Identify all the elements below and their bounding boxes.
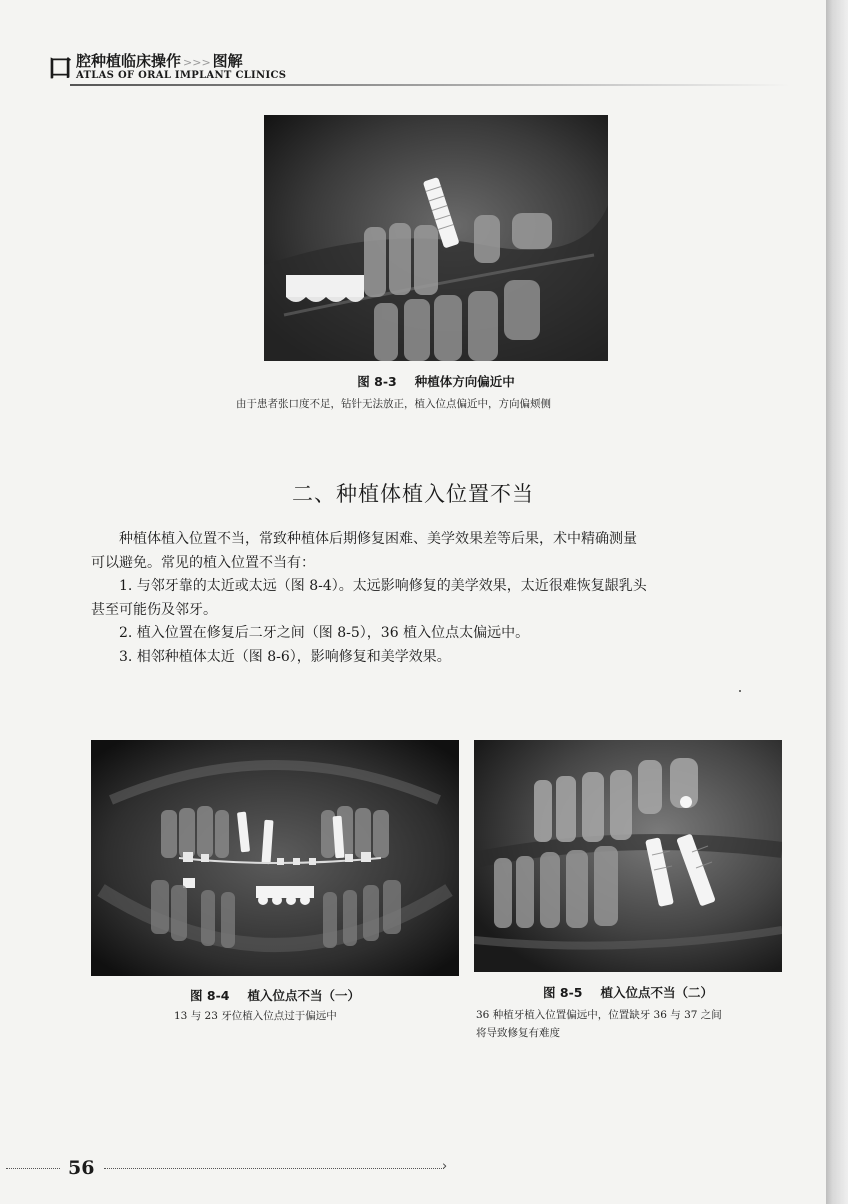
figure-8-3-title: 种植体方向偏近中: [414, 374, 515, 389]
figure-8-3-description: 由于患者张口度不足，钻针无法放正，植入位点偏近中，方向偏颊侧: [236, 398, 551, 410]
header-section: 图解: [212, 52, 243, 70]
list-item-1-line1: 1. 与邻牙靠的太近或太远（图 8-4）。太远影响修复的美学效果，太近很难恢复龈乳头: [119, 578, 647, 594]
figure-8-5-number: 图 8-5: [543, 985, 583, 1000]
footer-dots-right: [104, 1168, 444, 1169]
header-arrows: >>>: [183, 56, 211, 69]
body-text: [91, 528, 783, 669]
page-number: 56: [68, 1157, 95, 1179]
figure-8-4-caption: [91, 986, 459, 1004]
figure-8-5-title: 植入位点不当（二）: [600, 985, 713, 1000]
header-mark: 口: [47, 54, 74, 84]
figure-8-5-description-line2: 将导致修复有难度: [476, 1027, 560, 1039]
figure-8-4-number: 图 8-4: [190, 988, 230, 1003]
list-item-2: 2. 植入位置在修复后二牙之间（图 8-5），36 植入位点太偏远中。: [119, 625, 530, 641]
paragraph-intro-line2: 可以避免。常见的植入位置不当有：: [91, 554, 315, 571]
header-title: [76, 50, 243, 71]
figure-8-4-title: 植入位点不当（一）: [247, 988, 360, 1003]
book-spine-shadow: [826, 0, 848, 1204]
chevron-right-icon: ›: [442, 1159, 448, 1174]
paragraph-intro-line1: 种植体植入位置不当，常致种植体后期修复困难、美学效果差等后果，术中精确测量: [119, 531, 637, 547]
figure-8-3-xray: [264, 115, 608, 361]
footer-dots-left: [6, 1168, 60, 1169]
header-rule: [70, 84, 790, 86]
figure-8-5-caption: [474, 983, 782, 1001]
header-title-text: 腔种植临床操作: [76, 52, 182, 70]
header-subtitle: ATLAS OF ORAL IMPLANT CLINICS: [76, 70, 287, 81]
figure-8-4-description: 13 与 23 牙位植入位点过于偏远中: [174, 1010, 337, 1022]
section-heading: 二、种植体植入位置不当: [292, 482, 534, 506]
figure-8-3-number: 图 8-3: [357, 374, 397, 389]
figure-8-5-xray: [474, 740, 782, 972]
list-item-1-line2: 甚至可能伤及邻牙。: [91, 601, 217, 618]
figure-8-3-caption: [264, 372, 608, 390]
figure-8-4-xray: [91, 740, 459, 976]
list-item-3: 3. 相邻种植体太近（图 8-6），影响修复和美学效果。: [119, 648, 451, 665]
figure-8-5-description-line1: 36 种植牙植入位置偏远中，位置缺牙 36 与 37 之间: [476, 1009, 722, 1021]
scan-speck: [739, 690, 741, 692]
